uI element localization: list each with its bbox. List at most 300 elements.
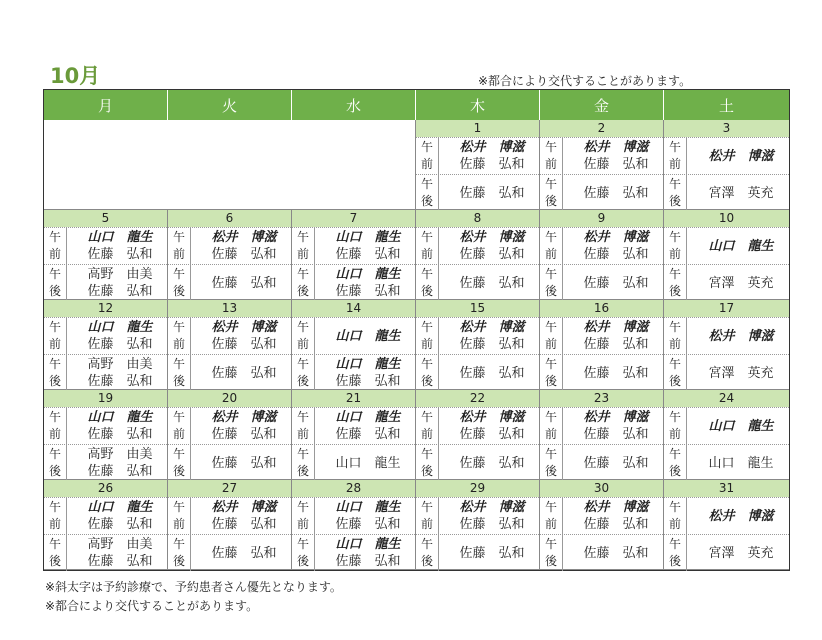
slot-label [416, 175, 439, 211]
doctor-list [563, 498, 663, 534]
day-cell [664, 120, 789, 210]
slot-label-char: 後 [172, 554, 185, 568]
slot-label-char: 後 [48, 464, 61, 478]
doctor-name: 佐藤 弘和 [87, 554, 153, 569]
day-cell [540, 390, 664, 480]
reserved-doctor-name: 山口 龍生 [335, 357, 401, 372]
day-cell [540, 300, 664, 390]
reserved-doctor-name: 山口 龍生 [335, 500, 401, 515]
doctor-list [439, 408, 539, 444]
doctor-name: 佐藤 弘和 [335, 554, 401, 569]
day-cell [44, 480, 168, 570]
doctor-list [315, 318, 415, 354]
day-number: 5 [44, 210, 167, 227]
morning-slot [664, 137, 789, 174]
doctor-name: 佐藤 弘和 [87, 337, 153, 352]
slot-label-char: 前 [544, 517, 557, 531]
reserved-doctor-name: 山口 龍生 [335, 410, 401, 425]
slot-label-char: 前 [48, 427, 61, 441]
morning-slot [168, 227, 291, 264]
afternoon-slot [168, 444, 291, 481]
slot-label-char: 後 [668, 554, 681, 568]
morning-slot [664, 317, 789, 354]
doctor-list [439, 265, 539, 301]
weeks-container [44, 120, 789, 570]
reserved-doctor-name: 山口 龍生 [87, 500, 153, 515]
doctor-name: 佐藤 弘和 [583, 517, 649, 532]
day-number: 21 [292, 390, 415, 407]
page-title: 10月 [50, 64, 101, 88]
morning-slot [664, 227, 789, 264]
morning-slot [416, 497, 539, 534]
slot-label-char: 午 [172, 447, 185, 461]
slot-label-char: 午 [544, 447, 557, 461]
day-cell [540, 120, 664, 210]
doctor-name: 佐藤 弘和 [211, 455, 277, 471]
day-cell [292, 390, 416, 480]
slot-label [168, 228, 191, 264]
slot-label-char: 午 [48, 537, 61, 551]
doctor-name: 佐藤 弘和 [335, 374, 401, 389]
doctor-list [687, 498, 789, 534]
slot-label-char: 前 [296, 427, 309, 441]
doctor-list [67, 535, 167, 571]
day-number: 2 [540, 120, 663, 137]
week-row [44, 480, 789, 570]
day-cell [168, 210, 292, 300]
afternoon-slot [416, 264, 539, 301]
doctor-list [563, 138, 663, 174]
slot-label-char: 午 [668, 357, 681, 371]
slot-label-char: 後 [48, 374, 61, 388]
slot-label [168, 355, 191, 391]
doctor-name: 高野 由美 [87, 267, 153, 282]
slot-label-char: 後 [172, 284, 185, 298]
afternoon-slot [292, 354, 415, 391]
doctor-name: 高野 由美 [87, 447, 153, 462]
slot-label-char: 後 [544, 194, 557, 208]
slot-label [664, 318, 687, 354]
doctor-name: 佐藤 弘和 [211, 275, 277, 291]
doctor-list [687, 228, 789, 264]
doctor-list [439, 535, 539, 571]
day-number: 16 [540, 300, 663, 317]
slot-label-char: 後 [296, 554, 309, 568]
slot-label [540, 318, 563, 354]
day-number: 17 [664, 300, 789, 317]
doctor-name: 佐藤 弘和 [459, 275, 525, 291]
day-cell [168, 480, 292, 570]
day-cell [168, 300, 292, 390]
doctor-name: 佐藤 弘和 [583, 427, 649, 442]
slot-label-char: 午 [420, 410, 433, 424]
doctor-name: 宮澤 英充 [708, 185, 774, 201]
slot-label-char: 午 [544, 357, 557, 371]
slot-label [44, 228, 67, 264]
day-number: 6 [168, 210, 291, 227]
weekday-tue: 火 [168, 90, 292, 120]
afternoon-slot [168, 264, 291, 301]
calendar-table [43, 89, 790, 571]
day-number: 10 [664, 210, 789, 227]
weekday-fri: 金 [540, 90, 664, 120]
doctor-list [439, 175, 539, 211]
slot-label-char: 午 [48, 447, 61, 461]
slot-label-char: 午 [296, 357, 309, 371]
reserved-doctor-name: 松井 博滋 [211, 230, 277, 245]
reserved-doctor-name: 松井 博滋 [583, 140, 649, 155]
doctor-list [191, 408, 291, 444]
afternoon-slot [44, 534, 167, 571]
doctor-list [687, 408, 789, 444]
doctor-name: 高野 由美 [87, 357, 153, 372]
day-cell [664, 300, 789, 390]
day-cell [292, 480, 416, 570]
slot-label [664, 138, 687, 174]
slot-label-char: 午 [296, 230, 309, 244]
reserved-doctor-name: 松井 博滋 [211, 320, 277, 335]
day-cell [44, 390, 168, 480]
doctor-name: 佐藤 弘和 [459, 427, 525, 442]
doctor-list [687, 535, 789, 571]
doctor-list [687, 445, 789, 481]
slot-label-char: 前 [172, 517, 185, 531]
footnote-1: ※斜太字は予約診療で、予約患者さん優先となります。 [45, 580, 342, 594]
empty-day-cell [292, 120, 416, 210]
slot-label-char: 午 [668, 140, 681, 154]
slot-label-char: 午 [668, 500, 681, 514]
morning-slot [44, 317, 167, 354]
slot-label [664, 535, 687, 571]
doctor-name: 佐藤 弘和 [87, 374, 153, 389]
slot-label-char: 午 [668, 320, 681, 334]
slot-label-char: 午 [48, 410, 61, 424]
slot-label-char: 後 [420, 194, 433, 208]
day-cell [416, 120, 540, 210]
slot-label [416, 535, 439, 571]
slot-label-char: 午 [48, 357, 61, 371]
doctor-list [67, 318, 167, 354]
reserved-doctor-name: 山口 龍生 [87, 410, 153, 425]
doctor-name: 佐藤 弘和 [459, 455, 525, 471]
day-number: 26 [44, 480, 167, 497]
reserved-doctor-name: 山口 龍生 [708, 238, 774, 254]
week-row [44, 300, 789, 390]
day-number: 1 [416, 120, 539, 137]
slot-label [292, 535, 315, 571]
slot-label [540, 535, 563, 571]
slot-label-char: 午 [48, 230, 61, 244]
doctor-name: 佐藤 弘和 [335, 427, 401, 442]
doctor-list [563, 318, 663, 354]
slot-label-char: 前 [48, 337, 61, 351]
morning-slot [416, 137, 539, 174]
day-cell [664, 210, 789, 300]
doctor-list [563, 355, 663, 391]
afternoon-slot [416, 444, 539, 481]
day-number: 30 [540, 480, 663, 497]
slot-label [44, 535, 67, 571]
doctor-name: 佐藤 弘和 [335, 284, 401, 299]
slot-label [664, 265, 687, 301]
doctor-name: 山口 龍生 [335, 455, 401, 471]
day-number: 13 [168, 300, 291, 317]
morning-slot [540, 497, 663, 534]
slot-label [168, 498, 191, 534]
doctor-name: 佐藤 弘和 [583, 275, 649, 291]
doctor-list [315, 498, 415, 534]
slot-label-char: 前 [668, 337, 681, 351]
doctor-name: 佐藤 弘和 [583, 185, 649, 201]
slot-label-char: 前 [668, 247, 681, 261]
slot-label [44, 498, 67, 534]
doctor-list [563, 228, 663, 264]
doctor-list [439, 228, 539, 264]
doctor-list [687, 318, 789, 354]
slot-label-char: 午 [48, 267, 61, 281]
doctor-list [315, 265, 415, 301]
day-number: 24 [664, 390, 789, 407]
doctor-name: 佐藤 弘和 [459, 545, 525, 561]
slot-label-char: 後 [668, 374, 681, 388]
afternoon-slot [540, 444, 663, 481]
top-note: ※都合により交代することがあります。 [478, 74, 692, 88]
day-number: 9 [540, 210, 663, 227]
slot-label-char: 午 [668, 230, 681, 244]
day-cell [292, 210, 416, 300]
slot-label-char: 午 [172, 267, 185, 281]
doctor-name: 佐藤 弘和 [87, 284, 153, 299]
slot-label [664, 228, 687, 264]
slot-label [540, 408, 563, 444]
slot-label [168, 535, 191, 571]
day-cell [44, 300, 168, 390]
afternoon-slot [416, 534, 539, 571]
morning-slot [292, 407, 415, 444]
reserved-doctor-name: 山口 龍生 [87, 320, 153, 335]
morning-slot [540, 407, 663, 444]
doctor-list [67, 355, 167, 391]
slot-label-char: 午 [296, 500, 309, 514]
day-number: 19 [44, 390, 167, 407]
slot-label [416, 318, 439, 354]
slot-label-char: 午 [420, 230, 433, 244]
reserved-doctor-name: 山口 龍生 [335, 328, 401, 344]
day-cell [292, 300, 416, 390]
afternoon-slot [292, 264, 415, 301]
reserved-doctor-name: 山口 龍生 [335, 267, 401, 282]
slot-label-char: 後 [48, 284, 61, 298]
reserved-doctor-name: 松井 博滋 [459, 230, 525, 245]
afternoon-slot [168, 534, 291, 571]
afternoon-slot [664, 534, 789, 571]
afternoon-slot [540, 264, 663, 301]
slot-label-char: 午 [668, 177, 681, 191]
slot-label-char: 午 [296, 320, 309, 334]
slot-label-char: 午 [296, 447, 309, 461]
slot-label-char: 午 [172, 537, 185, 551]
slot-label [540, 498, 563, 534]
slot-label [168, 408, 191, 444]
slot-label [44, 318, 67, 354]
afternoon-slot [292, 534, 415, 571]
slot-label-char: 前 [544, 337, 557, 351]
reserved-doctor-name: 山口 龍生 [335, 230, 401, 245]
slot-label-char: 午 [668, 410, 681, 424]
day-number: 3 [664, 120, 789, 137]
slot-label-char: 前 [296, 517, 309, 531]
slot-label-char: 前 [420, 337, 433, 351]
slot-label [416, 265, 439, 301]
doctor-list [315, 355, 415, 391]
afternoon-slot [664, 444, 789, 481]
slot-label-char: 午 [172, 410, 185, 424]
slot-label-char: 前 [172, 247, 185, 261]
slot-label [168, 318, 191, 354]
doctor-name: 佐藤 弘和 [459, 247, 525, 262]
slot-label-char: 前 [544, 427, 557, 441]
doctor-name: 佐藤 弘和 [87, 247, 153, 262]
slot-label [540, 355, 563, 391]
morning-slot [168, 497, 291, 534]
day-number: 7 [292, 210, 415, 227]
slot-label-char: 午 [172, 500, 185, 514]
doctor-list [191, 498, 291, 534]
weekday-sat: 土 [718, 96, 734, 115]
day-number: 31 [664, 480, 789, 497]
slot-label [540, 175, 563, 211]
slot-label-char: 前 [48, 247, 61, 261]
day-number: 29 [416, 480, 539, 497]
slot-label-char: 後 [48, 554, 61, 568]
morning-slot [44, 407, 167, 444]
reserved-doctor-name: 松井 博滋 [583, 230, 649, 245]
slot-label-char: 午 [668, 537, 681, 551]
slot-label [292, 445, 315, 481]
slot-label-char: 前 [668, 427, 681, 441]
slot-label-char: 前 [172, 337, 185, 351]
slot-label [416, 408, 439, 444]
slot-label-char: 前 [296, 337, 309, 351]
slot-label-char: 午 [172, 230, 185, 244]
slot-label [168, 265, 191, 301]
slot-label-char: 後 [420, 464, 433, 478]
reserved-doctor-name: 松井 博滋 [459, 500, 525, 515]
week-row [44, 390, 789, 480]
morning-slot [540, 227, 663, 264]
doctor-name: 佐藤 弘和 [583, 247, 649, 262]
doctor-name: 佐藤 弘和 [211, 247, 277, 262]
slot-label [540, 138, 563, 174]
morning-slot [292, 497, 415, 534]
slot-label-char: 後 [296, 464, 309, 478]
slot-label-char: 後 [544, 464, 557, 478]
doctor-list [439, 445, 539, 481]
doctor-list [315, 445, 415, 481]
slot-label-char: 午 [420, 537, 433, 551]
slot-label-char: 後 [544, 284, 557, 298]
slot-label [292, 408, 315, 444]
day-cell [416, 210, 540, 300]
doctor-list [315, 228, 415, 264]
slot-label-char: 後 [668, 194, 681, 208]
week-row [44, 210, 789, 300]
reserved-doctor-name: 松井 博滋 [211, 500, 277, 515]
slot-label-char: 前 [420, 157, 433, 171]
afternoon-slot [292, 444, 415, 481]
slot-label [44, 355, 67, 391]
reserved-doctor-name: 松井 博滋 [583, 410, 649, 425]
slot-label-char: 午 [668, 447, 681, 461]
day-number: 28 [292, 480, 415, 497]
doctor-name: 宮澤 英充 [708, 365, 774, 381]
week-row [44, 120, 789, 210]
weekday-mon: 月 [44, 90, 168, 120]
doctor-list [563, 445, 663, 481]
reserved-doctor-name: 松井 博滋 [459, 410, 525, 425]
slot-label [44, 408, 67, 444]
afternoon-slot [44, 354, 167, 391]
doctor-name: 佐藤 弘和 [211, 427, 277, 442]
afternoon-slot [540, 354, 663, 391]
day-number: 14 [292, 300, 415, 317]
reserved-doctor-name: 松井 博滋 [708, 508, 774, 524]
slot-label [168, 445, 191, 481]
afternoon-slot [168, 354, 291, 391]
slot-label-char: 後 [172, 464, 185, 478]
morning-slot [664, 497, 789, 534]
doctor-name: 佐藤 弘和 [211, 337, 277, 352]
slot-label-char: 前 [296, 247, 309, 261]
slot-label [292, 265, 315, 301]
reserved-doctor-name: 松井 博滋 [583, 500, 649, 515]
slot-label-char: 午 [544, 537, 557, 551]
slot-label-char: 前 [420, 427, 433, 441]
doctor-name: 佐藤 弘和 [459, 365, 525, 381]
day-number: 15 [416, 300, 539, 317]
slot-label-char: 午 [296, 537, 309, 551]
slot-label-char: 午 [544, 140, 557, 154]
slot-label [540, 445, 563, 481]
day-cell [168, 390, 292, 480]
slot-label-char: 午 [544, 177, 557, 191]
slot-label [416, 498, 439, 534]
slot-label [416, 228, 439, 264]
doctor-name: 佐藤 弘和 [583, 545, 649, 561]
day-cell [540, 210, 664, 300]
slot-label-char: 午 [296, 267, 309, 281]
weekday-header [44, 90, 789, 120]
slot-label-char: 後 [544, 554, 557, 568]
reserved-doctor-name: 山口 龍生 [335, 537, 401, 552]
doctor-name: 佐藤 弘和 [459, 157, 525, 172]
doctor-list [563, 535, 663, 571]
doctor-name: 佐藤 弘和 [335, 517, 401, 532]
slot-label-char: 午 [48, 500, 61, 514]
slot-label-char: 前 [420, 247, 433, 261]
afternoon-slot [540, 174, 663, 211]
doctor-list [67, 498, 167, 534]
afternoon-slot [664, 264, 789, 301]
slot-label [664, 498, 687, 534]
morning-slot [416, 227, 539, 264]
footnote-2: ※都合により交代することがあります。 [45, 599, 259, 613]
morning-slot [416, 317, 539, 354]
morning-slot [292, 317, 415, 354]
doctor-name: 佐藤 弘和 [583, 337, 649, 352]
afternoon-slot [416, 174, 539, 211]
afternoon-slot [664, 174, 789, 211]
